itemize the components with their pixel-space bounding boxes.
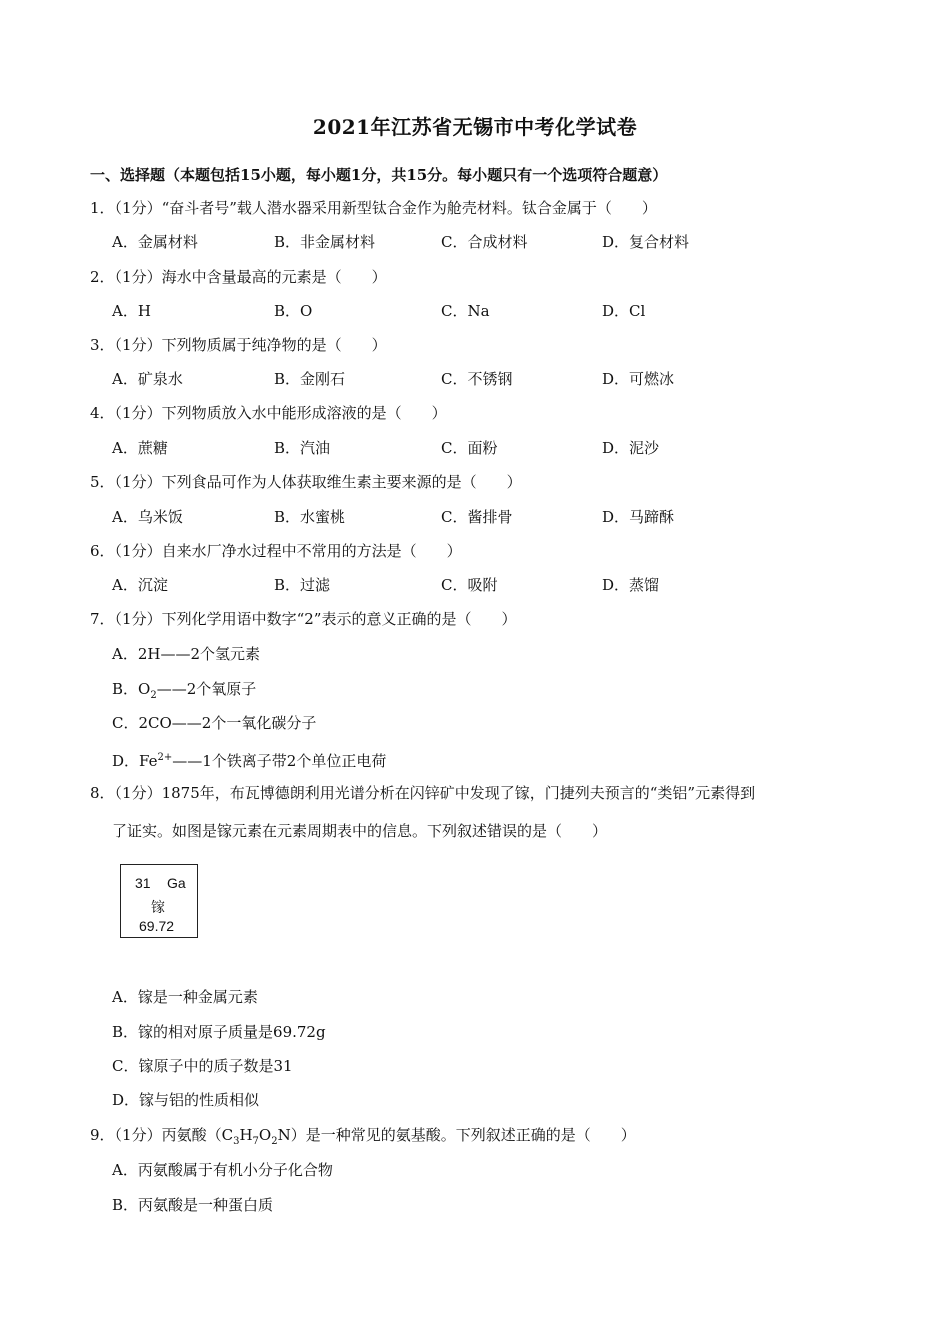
option-d: D．可燃冰: [602, 370, 675, 388]
option-b: B．过滤: [274, 576, 331, 594]
question-8-option-a: A．镓是一种金属元素: [112, 988, 258, 1006]
option-c: C．Na: [441, 302, 490, 320]
question-7-option-b: [112, 679, 256, 706]
option-d: D．泥沙: [602, 439, 660, 457]
formula-h: H: [239, 1126, 253, 1144]
question-1-stem: 1．（1分）“奋斗者号”载人潜水器采用新型钛合金作为舱壳材料。钛合金属于（ ）: [90, 199, 657, 217]
option-a: A．矿泉水: [112, 370, 183, 388]
question-4-stem: 4．（1分）下列物质放入水中能形成溶液的是（ ）: [90, 404, 447, 422]
question-7-option-d: [112, 748, 386, 771]
atomic-number: 31: [135, 875, 151, 891]
question-6-stem: 6．（1分）自来水厂净水过程中不常用的方法是（ ）: [90, 542, 462, 560]
question-5-options: [112, 507, 872, 527]
question-8-option-c: C．镓原子中的质子数是31: [112, 1057, 293, 1075]
question-2-stem: 2．（1分）海水中含量最高的元素是（ ）: [90, 268, 387, 286]
question-3-options: [112, 369, 872, 389]
question-1-options: [112, 232, 872, 252]
option-d-text: ——1个铁离子带2个单位正电荷: [172, 752, 387, 770]
question-8-option-b: B．镓的相对原子质量是69.72g: [112, 1023, 326, 1041]
question-7-option-a: A．2H——2个氢元素: [112, 645, 261, 663]
question-9-stem: [90, 1125, 636, 1152]
periodic-table-cell: [120, 864, 198, 938]
stem-prefix: 9．（1分）丙氨酸（C: [90, 1126, 234, 1144]
option-a: A．H: [112, 302, 151, 320]
option-b: B．O: [274, 302, 313, 320]
question-8-stem-line-1: 8．（1分）1875年，布瓦博德朗利用光谱分析在闪锌矿中发现了镓，门捷列夫预言的“类铝”元素得到: [90, 784, 756, 802]
option-d: D．马蹄酥: [602, 508, 675, 526]
element-name: 镓: [151, 900, 165, 916]
subscript-c: 3: [233, 1136, 240, 1147]
option-b: B．水蜜桃: [274, 508, 346, 526]
option-c: C．不锈钢: [441, 370, 513, 388]
question-8-stem-line-2: 了证实。如图是镓元素在元素周期表中的信息。下列叙述错误的是（ ）: [112, 822, 608, 840]
element-symbol: Ga: [167, 875, 186, 891]
question-7-stem: 7．（1分）下列化学用语中数字“2”表示的意义正确的是（ ）: [90, 610, 517, 628]
option-c: C．合成材料: [441, 233, 528, 251]
option-b: B．汽油: [274, 439, 331, 457]
option-b-prefix: B．O: [112, 680, 151, 698]
question-7-option-c: C．2CO——2个一氧化碳分子: [112, 714, 317, 732]
subscript-o: 2: [271, 1136, 278, 1147]
question-3-stem: 3．（1分）下列物质属于纯净物的是（ ）: [90, 336, 387, 354]
atomic-mass: 69.72: [139, 918, 175, 934]
question-8-option-d: D．镓与铝的性质相似: [112, 1091, 260, 1109]
question-4-options: [112, 438, 872, 458]
option-d-prefix: D．Fe: [112, 752, 158, 770]
option-d: D．蒸馏: [602, 576, 660, 594]
question-9-option-b: B．丙氨酸是一种蛋白质: [112, 1196, 274, 1214]
formula-o: O: [258, 1126, 272, 1144]
question-6-options: [112, 575, 872, 595]
option-c: C．吸附: [441, 576, 498, 594]
question-2-options: [112, 301, 872, 321]
page-title: 2021年江苏省无锡市中考化学试卷: [312, 115, 638, 139]
stem-suffix: N）是一种常见的氨基酸。下列叙述正确的是（ ）: [277, 1126, 636, 1144]
option-d: D．复合材料: [602, 233, 690, 251]
option-a: A．金属材料: [112, 233, 198, 251]
question-9-option-a: A．丙氨酸属于有机小分子化合物: [112, 1161, 333, 1179]
option-a: A．乌米饭: [112, 508, 183, 526]
option-a: A．沉淀: [112, 576, 168, 594]
option-a: A．蔗糖: [112, 439, 168, 457]
subscript-h: 7: [252, 1136, 259, 1147]
option-c: C．面粉: [441, 439, 498, 457]
option-b-subscript: 2: [150, 690, 157, 701]
option-b: B．非金属材料: [274, 233, 376, 251]
section-heading: 一、选择题（本题包括15小题，每小题1分，共15分。每小题只有一个选项符合题意）: [90, 166, 668, 184]
option-d: D．Cl: [602, 302, 646, 320]
option-b-text: ——2个氧原子: [156, 680, 257, 698]
option-b: B．金刚石: [274, 370, 346, 388]
question-5-stem: 5．（1分）下列食品可作为人体获取维生素主要来源的是（ ）: [90, 473, 522, 491]
option-d-superscript: 2+: [157, 752, 173, 763]
option-c: C．酱排骨: [441, 508, 513, 526]
